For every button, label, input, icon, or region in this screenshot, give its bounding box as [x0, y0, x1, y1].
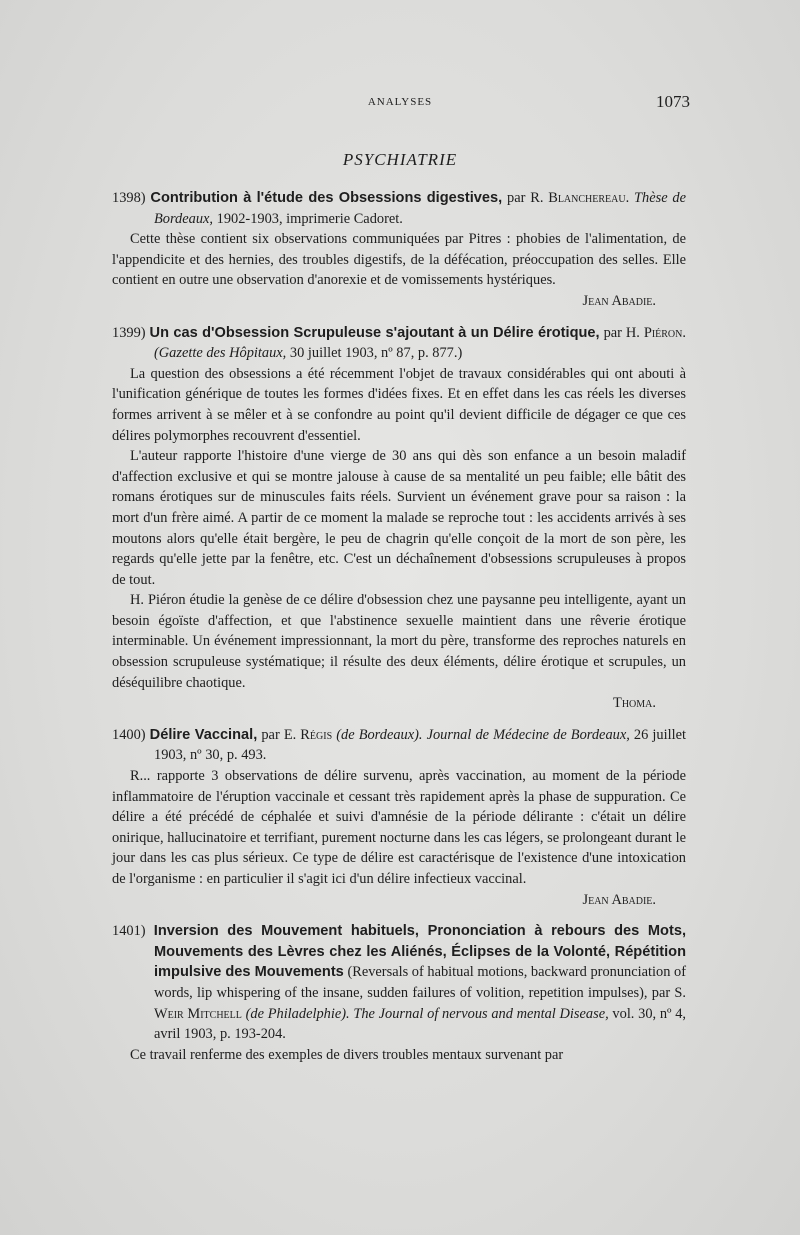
- entry-1401: [112, 921, 686, 1065]
- entry-source: Thèse de Bordeaux,: [154, 190, 687, 227]
- entry-details: vol. 30, nº 4, avril 1903, p. 193-204.: [154, 1005, 687, 1043]
- entry-by: par: [261, 726, 280, 743]
- entry-1400: [112, 725, 686, 910]
- page-number: 1073: [656, 92, 690, 111]
- section-title: PSYCHIATRIE: [342, 150, 458, 169]
- page-header: [110, 92, 690, 116]
- entry-source: (de Bordeaux). Journal de Médecine de Bordeaux,: [336, 726, 630, 743]
- entry-number: 1398): [112, 190, 146, 206]
- entry-paragraph: Ce travail renferme des exemples de divers troubles mentaux survenant par: [130, 1046, 564, 1063]
- entry-paragraph: R... rapporte 3 observations de délire survenu, après vaccination, au moment de la période inflammatoire de l'éruption vaccinale et cessant très rapidement après la phase de suppuration. Ce délire a été précédé de céphalée et suivi d'amnésie de la période délirante : c'était un délire onirique, hallucinatoire et terrifiant, purement nocturne dans les cas légers, se prolongeant durant le jour dans les cas plus sérieux. Ce type de délire est caractérisque de l'existence d'une intoxication de l'organisme : en particulier il s'agit ici d'un délire infectieux vaccinal.: [112, 768, 686, 887]
- article-body: [112, 188, 686, 1076]
- entry-author: R. Blanchereau.: [530, 190, 630, 206]
- entry-by: par: [507, 190, 526, 206]
- entry-author: H. Piéron.: [625, 324, 686, 341]
- entry-details: 26 juillet 1903, nº 30, p. 493.: [154, 726, 686, 764]
- running-head: ANALYSES: [367, 96, 433, 108]
- entry-paragraph: H. Piéron étudie la genèse de ce délire d'obsession chez une paysanne peu intelligente, ayant un besoin égoïste d'affection, et que l'abstinence sexuelle maintient dans une rêverie érotique interminable. Un événement impressionnant, la mort du père, transforme des reproches naturels en obsession scrupuleuse systématique; il résulte des deux éléments, délire érotique et scrupules, un déséquilibre chaotique.: [112, 592, 686, 691]
- entry-heading: [112, 921, 686, 1045]
- entry-source: (de Philadelphie). The Journal of nervous and mental Disease,: [245, 1005, 609, 1022]
- entry-by: (Reversals of habitual motions, backward pronunciation of words, lip whispering of the insane, sudden failures of volition, repetition impulses), par: [154, 964, 686, 1001]
- entry-source: (Gazette des Hôpitaux,: [154, 345, 287, 362]
- entry-number: 1401): [112, 923, 146, 940]
- entry-author: S. Weir Mitchell: [154, 984, 686, 1022]
- entry-number: 1400): [112, 726, 146, 743]
- entry-title: Inversion des Mouvement habituels, Prononciation à rebours des Mots, Mouvements des Lèvres chez les Aliénés, Éclipses de la Volonté, Répétition impulsive des Mouvements: [153, 923, 686, 981]
- entry-details: 1902-1903, imprimerie Cadoret.: [216, 210, 403, 227]
- entry-heading: [112, 188, 686, 229]
- entry-1399: [112, 323, 686, 714]
- entry-heading: [112, 725, 686, 766]
- entry-paragraph: La question des obsessions a été récemment l'objet de travaux considérables qui ont abouti à l'unification générique de toutes les formes d'idées fixes. Et en effet dans les cas réels les diverses formes arrivent à se mêler et à se confondre au point qu'il devient difficile de dégager ce que ces délires polymorphes recouvrent d'essentiel.: [112, 365, 686, 444]
- entry-signature: Jean Abadie.: [582, 891, 656, 908]
- entry-author: E. Régis: [283, 726, 333, 743]
- entry-heading: [112, 323, 686, 364]
- entry-1398: [112, 188, 686, 312]
- entry-signature: Thoma.: [613, 695, 656, 712]
- entry-signature: Jean Abadie.: [582, 292, 656, 309]
- entry-paragraph: Cette thèse contient six observations communiquées par Pitres : phobies de l'alimentation, de l'appendicite et des hernies, des troubles digestifs, de la défécation, préoccupation des selles. Elle contient en outre une observation d'anorexie et de vomissements hystériques.: [112, 231, 686, 289]
- entry-paragraph: L'auteur rapporte l'histoire d'une vierge de 30 ans qui dès son enfance a un besoin maladif d'affection exclusive et qui se montre jalouse à cause de sa mentalité un peu faible; elle bâtit des romans érotiques sur de minuscules faits réels. Survient un événement grave pour sa raison : la mort d'un frère aimé. A partir de ce moment la malade se reproche tout : les accidents arrivés à ses moutons alors qu'elle était bergère, le peu de chagrin qu'elle conçoit de la mort de son père, les regards qu'elle jette par la fenêtre, etc. C'est un déchaînement d'obsessions scrupuleuses à propos de tout.: [112, 448, 686, 588]
- entry-number: 1399): [112, 324, 146, 341]
- entry-title: Contribution à l'étude des Obsessions digestives,: [150, 190, 503, 206]
- entry-by: par: [603, 324, 622, 341]
- entry-title: Un cas d'Obsession Scrupuleuse s'ajoutant à un Délire érotique,: [149, 324, 600, 341]
- entry-details: 30 juillet 1903, nº 87, p. 877.): [289, 345, 463, 362]
- entry-title: Délire Vaccinal,: [149, 726, 258, 743]
